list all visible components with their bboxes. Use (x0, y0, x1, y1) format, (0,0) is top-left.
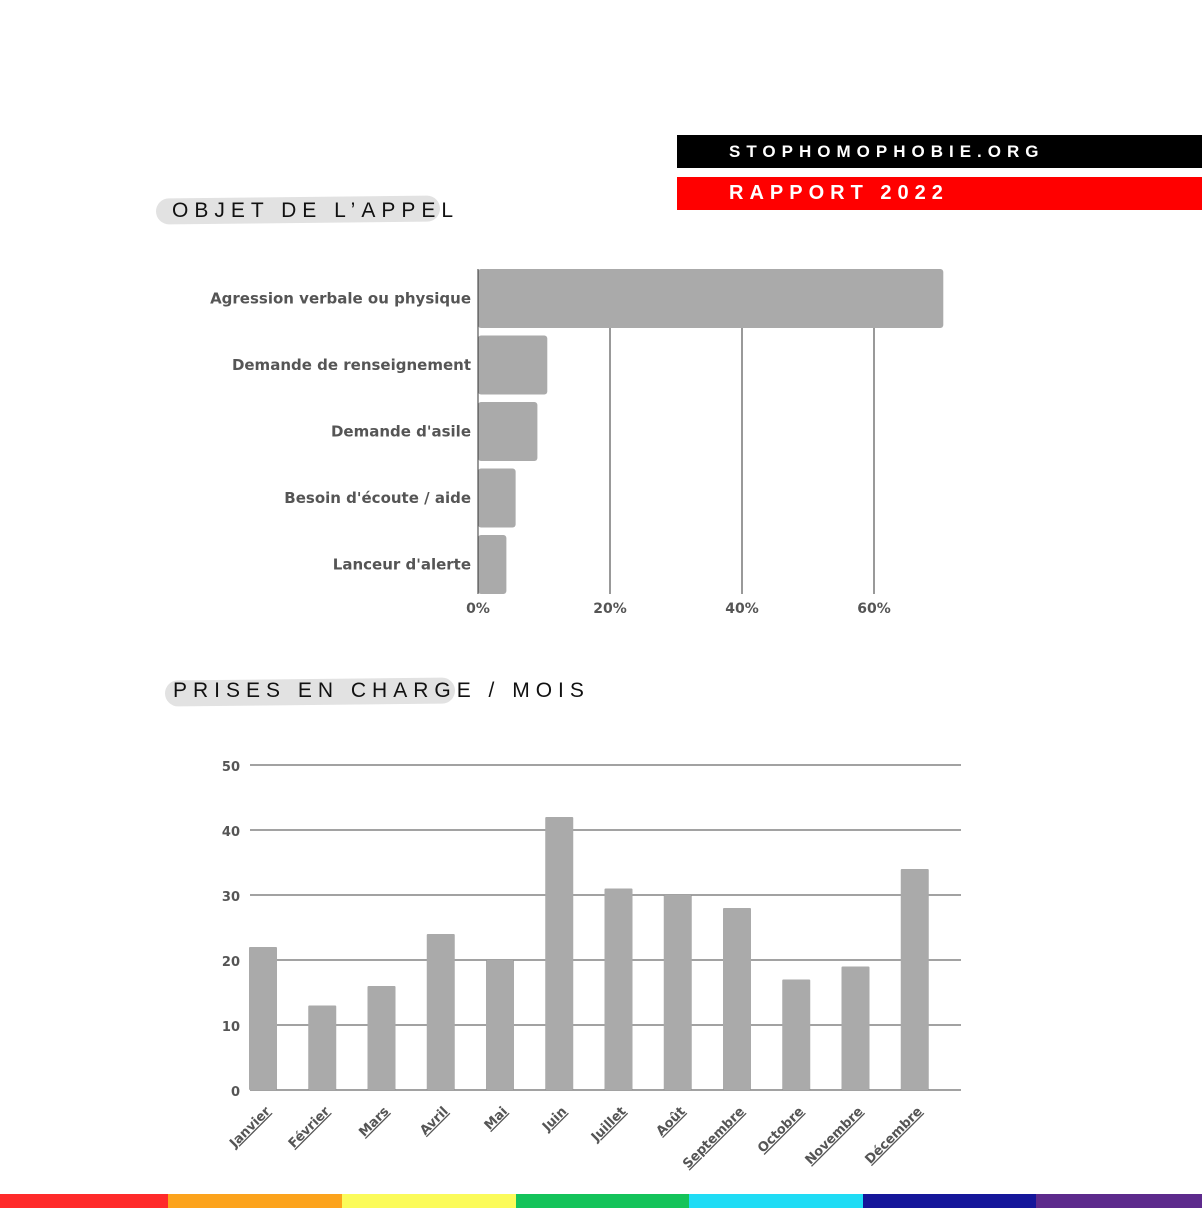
y-tick-label: 10 (221, 1020, 240, 1035)
bar (308, 1006, 336, 1091)
site-name: STOPHOMOPHOBIE.ORG (729, 142, 1045, 161)
category-label: Agression verbale ou physique (210, 289, 471, 308)
month-label: Juin (539, 1104, 571, 1135)
bar (478, 336, 547, 395)
rainbow-segment (863, 1194, 1036, 1208)
bar (368, 986, 396, 1090)
month-label: Mars (356, 1104, 393, 1141)
category-label: Demande d'asile (330, 422, 471, 441)
bar (782, 980, 810, 1091)
bar (478, 269, 943, 328)
category-label: Besoin d'écoute / aide (284, 489, 471, 507)
rainbow-segment (342, 1194, 516, 1208)
month-label: Décembre (862, 1104, 926, 1168)
y-tick-label: 0 (230, 1085, 240, 1100)
objet-title: OBJET DE L’APPEL (172, 199, 460, 222)
month-label: Mai (481, 1104, 511, 1134)
x-tick-label: 20% (593, 601, 627, 617)
rainbow-segment (516, 1194, 689, 1208)
bar (545, 817, 573, 1090)
category-label: Lanceur d'alerte (332, 555, 471, 574)
x-tick-label: 0% (466, 601, 490, 617)
bar (605, 889, 633, 1091)
y-tick-label: 30 (221, 890, 240, 905)
y-tick-label: 50 (221, 760, 240, 775)
bar (664, 895, 692, 1090)
month-label: Avril (417, 1104, 452, 1139)
month-label: Janvier (227, 1104, 274, 1151)
bar (427, 934, 455, 1090)
y-tick-label: 20 (221, 955, 240, 970)
rainbow-segment (689, 1194, 863, 1208)
bar (842, 967, 870, 1091)
month-label: Octobre (755, 1104, 808, 1157)
rainbow-segment (0, 1194, 168, 1208)
bar (249, 947, 277, 1090)
prises-title: PRISES EN CHARGE / MOIS (173, 679, 590, 702)
bar (901, 869, 929, 1090)
bar (478, 469, 516, 528)
bar (478, 402, 537, 461)
x-tick-label: 60% (857, 601, 891, 617)
y-tick-label: 40 (221, 825, 240, 840)
bar (478, 535, 506, 594)
report-title: RAPPORT 2022 (729, 182, 949, 204)
rainbow-segment (1036, 1194, 1202, 1208)
month-label: Juillet (588, 1104, 630, 1145)
rainbow-segment (168, 1194, 342, 1208)
month-label: Février (285, 1104, 334, 1152)
month-label: Septembre (680, 1104, 748, 1172)
month-label: Novembre (802, 1104, 867, 1168)
category-label: Demande de renseignement (231, 356, 471, 374)
month-label: Août (653, 1104, 689, 1140)
x-tick-label: 40% (725, 601, 759, 617)
bar (723, 908, 751, 1090)
bar (486, 960, 514, 1090)
rainbow-strip (0, 1194, 1202, 1208)
